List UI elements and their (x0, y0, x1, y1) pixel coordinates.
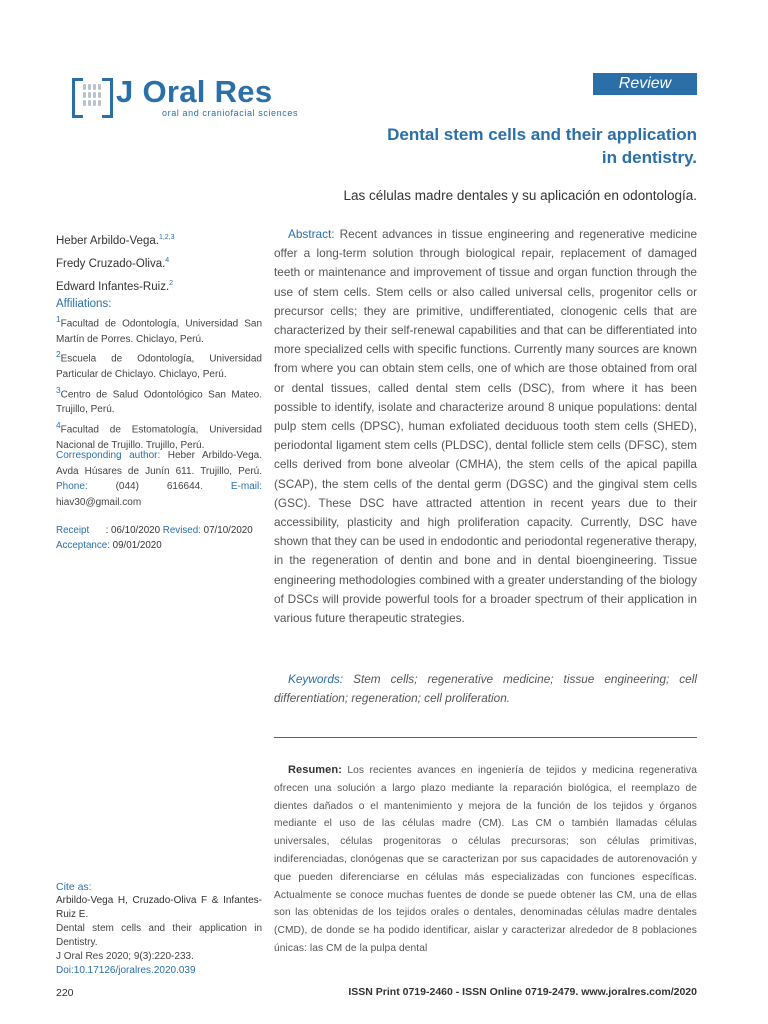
keywords-text: Stem cells; regenerative medicine; tissue engineering; cell differentiation; regeneration; cell proliferation. (274, 672, 697, 705)
abstract (274, 225, 697, 628)
affiliation-item: $^1$Facultad de Odontología, Universidad San Martín de Porres. Chiclayo, Perú. (56, 314, 262, 345)
title-line-2: in dentistry. (601, 148, 697, 167)
logo-icon (83, 84, 101, 106)
abstract-label: Abstract: (288, 227, 335, 241)
affiliation-item: $^4$Facultad de Estomatología, Universidad Nacional de Trujillo. Trujillo, Perú. (56, 419, 262, 451)
logo-bracket-left (72, 78, 83, 118)
logo-bracket-right (102, 78, 113, 118)
section-divider (274, 737, 697, 738)
dates-row-1 (56, 523, 262, 538)
cite-doi[interactable]: Doi:10.17126/joralres.2020.039 (56, 965, 196, 976)
resumen-text: Los recientes avances en ingeniería de tejidos y medicina regenerativa ofrecen una solución a largo plazo mediante la reparación biológica, el reemplazo de dientes dañados o el mantenimiento y mejora de la función de los tejidos y órganos mediante el uso de las células madre (CM). Las CM o también llamadas células universales, células progenitoras o células precursoras; son células primitivas, indiferenciadas, clonógenas que se caracterizan por sus capacidades de autorenovación y que pueden diferenciarse en células más especializadas con funciones específicas. Actualmente se conoce muchas fuentes de donde se puede obtener las CM, una de ellas son las obtenidas de los tejidos orales o dentales, denominadas células madre dentales (CMD), de donde se ha podido identificar, aislar y caracterizar alrededor de 8 poblaciones únicas: las CM de la pulpa dental (274, 765, 697, 954)
resumen-label: Resumen: (288, 764, 342, 776)
email-label: E-mail: (230, 481, 262, 492)
keywords (274, 670, 697, 708)
affiliations-list (56, 312, 262, 453)
article-dates (56, 523, 262, 553)
receipt-label: Receipt (56, 525, 90, 536)
phone-value: (044) 616644. (115, 481, 203, 492)
acceptance-label: Acceptance: (56, 540, 110, 551)
dates-row-2 (56, 538, 262, 553)
revised-label: Revised: (162, 525, 201, 536)
author: Fredy Cruzado-Oliva.$^4$ (56, 256, 170, 270)
email-value[interactable]: hiav30@gmail.com (56, 496, 142, 508)
resumen (274, 762, 697, 958)
receipt-date: : 06/10/2020 (105, 525, 161, 536)
acceptance-date: 09/01/2020 (112, 540, 162, 551)
author: Edward Infantes-Ruiz.$^2$ (56, 279, 174, 293)
corresponding-label: Corresponding author: (56, 450, 161, 461)
article-type-badge: Review (593, 73, 697, 95)
title-line-1: Dental stem cells and their application (387, 125, 697, 144)
cite-heading: Cite as: (56, 881, 92, 893)
affiliations-heading: Affiliations: (56, 298, 112, 310)
journal-name: J Oral Res (116, 74, 273, 109)
author-list (56, 228, 262, 296)
phone-label: Phone: (56, 481, 88, 492)
journal-subtitle: oral and craniofacial sciences (162, 108, 299, 118)
page-number: 220 (56, 987, 74, 999)
journal-url[interactable]: www.joralres.com/2020 (581, 986, 697, 998)
cite-ref: J Oral Res 2020; 9(3):220-233. (56, 951, 194, 962)
citation (56, 894, 262, 978)
affiliation-item: $^3$Centro de Salud Odontológico San Mateo. Trujillo, Perú. (56, 384, 262, 416)
footer-issn (348, 986, 697, 998)
cite-title: Dental stem cells and their application in Dentistry. (56, 923, 262, 948)
issn-text: ISSN Print 0719-2460 - ISSN Online 0719-2479. (348, 986, 579, 998)
revised-date: 07/10/2020 (203, 525, 253, 536)
corresponding-text: Heber Arbildo-Vega. Avda Húsares de Junín 611. Trujillo, Perú. (56, 450, 262, 477)
corresponding-author (56, 448, 262, 510)
cite-authors: Arbildo-Vega H, Cruzado-Oliva F & Infantes-Ruiz E. (56, 895, 262, 920)
abstract-text: Recent advances in tissue engineering and regenerative medicine offer a long-term solution through biological repair, replacement of damaged teeth or maintenance and improvement of tissue and organ function through the use of stem cells. Stem cells or also called universal cells, progenitor cells or precursor cells; they are primitive, undifferentiated, clonogenic cells that are characterized by their self-renewal capabilities and that can be differentiated into more specialized cells with specific functions. Currently many sources are known from where you can obtain stem cells, one of which are those obtained from oral or dental tissues, called dental stem cells (DSC), from where it has been possible to identify, isolate and characterize around 8 unique populations: dental pulp stem cells (DPSC), human exfoliated deciduous tooth stem cells (SHED), periodontal ligament stem cells (PLDSC), dental follicle stem cells (DFSC), stem cells derived from bone alveolar (CMHA), the stem cells of the apical papilla (SCAP), the stem cells of the dental germ (DGSC) and the gingival stem cells (GSC). These DSC have attracted attention in recent years due to their accessibility, plasticity and high proliferation capacity. Currently, DSC have shown that they can be used in endodontic and periodontal regenerative therapy, in the regeneration of dentin and bone and in dental bioengineering. Tissue engineering methodologies combined with a greater understanding of the biology of DSCs will provide powerful tools for a broader spectrum of their application in various future therapeutic strategies. (274, 227, 698, 626)
affiliation-item: $^2$Escuela de Odontología, Universidad Particular de Chiclayo. Chiclayo, Perú. (56, 349, 262, 381)
keywords-label: Keywords: (288, 672, 344, 686)
journal-logo (72, 76, 302, 122)
author: Heber Arbildo-Vega.$^{1,2,3}$ (56, 234, 175, 247)
article-title (277, 123, 697, 169)
article-subtitle-es: Las células madre dentales y su aplicación en odontología. (343, 188, 697, 203)
